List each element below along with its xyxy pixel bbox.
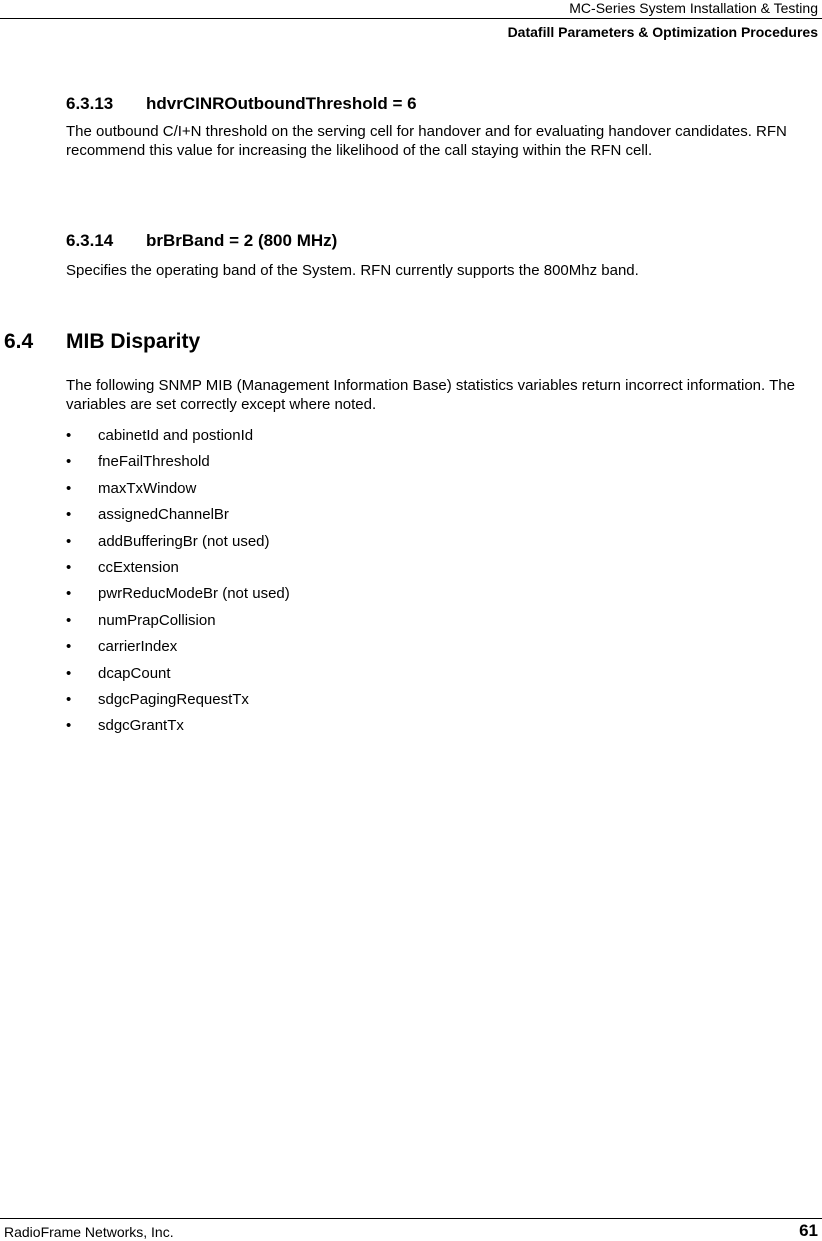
mib-intro: The following SNMP MIB (Management Information Base) statistics variables return incorrect information. The variables are set correctly except where noted.: [66, 377, 795, 413]
section-6-3-14: [66, 231, 814, 280]
bullet-icon: •: [66, 611, 72, 629]
section-title: MIB Disparity: [66, 330, 201, 353]
bullet-icon: •: [66, 532, 72, 550]
section-6-3-13: [66, 94, 814, 160]
section-body: Specifies the operating band of the System. RFN currently supports the 800Mhz band.: [66, 262, 639, 279]
bullet-icon: •: [66, 506, 72, 524]
list-item: • dcapCount: [66, 665, 290, 691]
list-item: • ccExtension: [66, 559, 290, 585]
header-divider: [0, 18, 822, 19]
running-header-subtitle: Datafill Parameters & Optimization Procedures: [507, 24, 818, 40]
section-heading: [66, 94, 814, 114]
running-header-title: MC-Series System Installation & Testing: [569, 0, 818, 16]
footer-company: RadioFrame Networks, Inc.: [4, 1224, 174, 1240]
bullet-icon: •: [66, 585, 72, 603]
section-title: hdvrCINROutboundThreshold = 6: [146, 94, 417, 113]
section-heading-6-4: [4, 330, 200, 354]
section-number: 6.3.14: [66, 231, 114, 250]
list-item: • carrierIndex: [66, 638, 290, 664]
list-item: • cabinetId and postionId: [66, 427, 290, 453]
list-item: • sdgcPagingRequestTx: [66, 691, 290, 717]
section-number: 6.3.13: [66, 94, 114, 113]
bullet-icon: •: [66, 638, 72, 656]
bullet-icon: •: [66, 453, 72, 471]
list-item: • maxTxWindow: [66, 480, 290, 506]
mib-intro-block: [66, 376, 814, 414]
list-item: • sdgcGrantTx: [66, 717, 290, 743]
section-body: The outbound C/I+N threshold on the serving cell for handover and for evaluating handover candidates. RFN recommend this value for increasing the likelihood of the call staying within the RFN cell.: [66, 123, 787, 159]
list-item: • addBufferingBr (not used): [66, 533, 290, 559]
section-heading: [66, 231, 814, 251]
list-item: • fneFailThreshold: [66, 453, 290, 479]
section-title: brBrBand = 2 (800 MHz): [146, 231, 338, 250]
bullet-icon: •: [66, 664, 72, 682]
bullet-icon: •: [66, 717, 72, 735]
bullet-icon: •: [66, 479, 72, 497]
list-item: • numPrapCollision: [66, 612, 290, 638]
section-number: 6.4: [4, 330, 34, 353]
bullet-icon: •: [66, 558, 72, 576]
list-item: • assignedChannelBr: [66, 506, 290, 532]
bullet-icon: •: [66, 690, 72, 708]
page-number: 61: [799, 1221, 818, 1240]
mib-variable-list: [66, 427, 290, 744]
bullet-icon: •: [66, 427, 72, 444]
list-item: • pwrReducModeBr (not used): [66, 585, 290, 611]
footer-divider: [0, 1218, 822, 1219]
